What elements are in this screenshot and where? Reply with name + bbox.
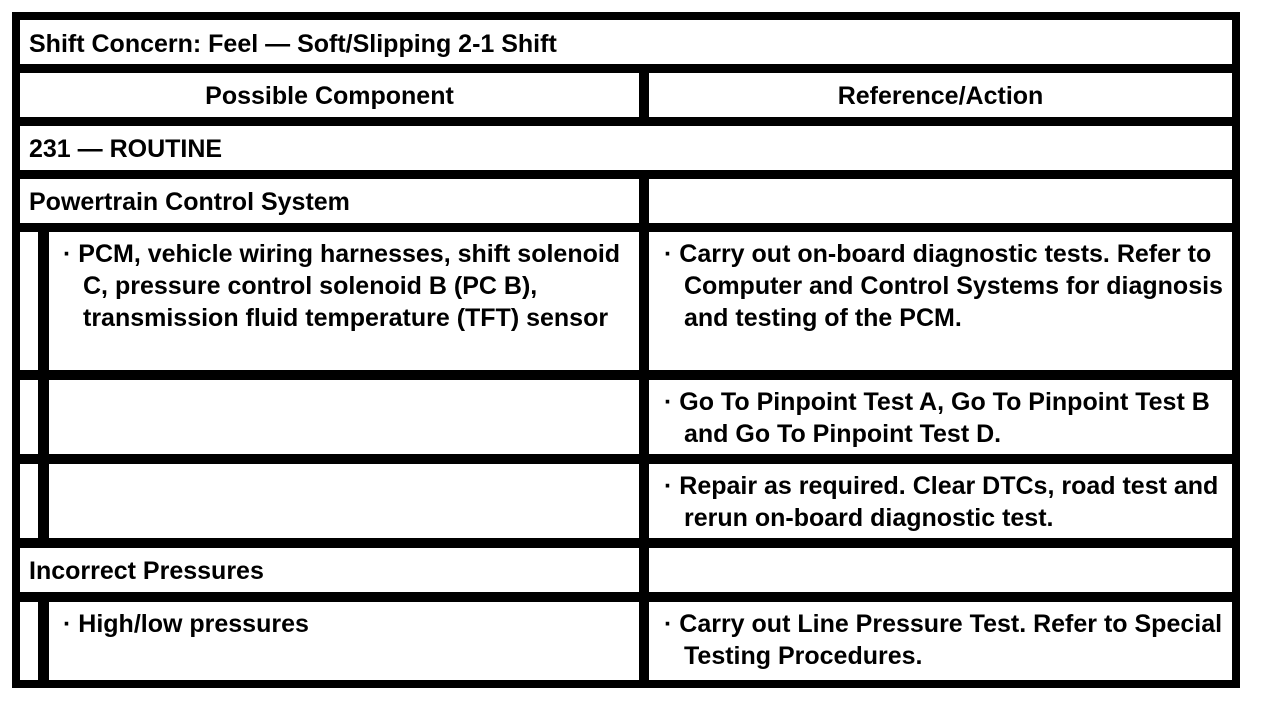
diagnostic-table xyxy=(12,12,1240,688)
section-powertrain-action-empty xyxy=(649,179,1232,223)
section-incorrect-pressures: Incorrect Pressures xyxy=(20,548,639,592)
header-reference-action: Reference/Action xyxy=(649,73,1232,117)
row-component-pcm xyxy=(49,232,639,370)
action-text: · Carry out Line Pressure Test. Refer to Special Testing Procedures. xyxy=(664,610,1223,670)
action-text: · Carry out on-board diagnostic tests. Refer to Computer and Control Systems for diagnosis and testing of the PCM. xyxy=(664,240,1223,332)
row-action-repair xyxy=(649,464,1232,538)
row-component-empty xyxy=(49,464,639,538)
component-text: · High/low pressures xyxy=(63,610,309,638)
table-title: Shift Concern: Feel — Soft/Slipping 2-1 Shift xyxy=(20,20,1232,64)
row-action-onboard-tests xyxy=(649,232,1232,370)
row-action-line-pressure-test xyxy=(649,602,1232,680)
action-text: · Repair as required. Clear DTCs, road test and rerun on-board diagnostic test. xyxy=(664,472,1219,532)
section-powertrain-control-system: Powertrain Control System xyxy=(20,179,639,223)
section-pressures-action-empty xyxy=(649,548,1232,592)
row-action-pinpoint-tests xyxy=(649,380,1232,454)
indent-spacer xyxy=(20,602,38,680)
row-component-pressures xyxy=(49,602,639,680)
component-text: · PCM, vehicle wiring harnesses, shift solenoid C, pressure control solenoid B (PC B), transmission fluid temperature (TFT) sensor xyxy=(63,240,621,332)
routine-label: 231 — ROUTINE xyxy=(20,126,1232,170)
indent-spacer xyxy=(20,232,38,370)
row-component-empty xyxy=(49,380,639,454)
action-text: · Go To Pinpoint Test A, Go To Pinpoint Test B and Go To Pinpoint Test D. xyxy=(664,388,1210,448)
header-possible-component: Possible Component xyxy=(20,73,639,117)
indent-spacer xyxy=(20,380,38,454)
indent-spacer xyxy=(20,464,38,538)
